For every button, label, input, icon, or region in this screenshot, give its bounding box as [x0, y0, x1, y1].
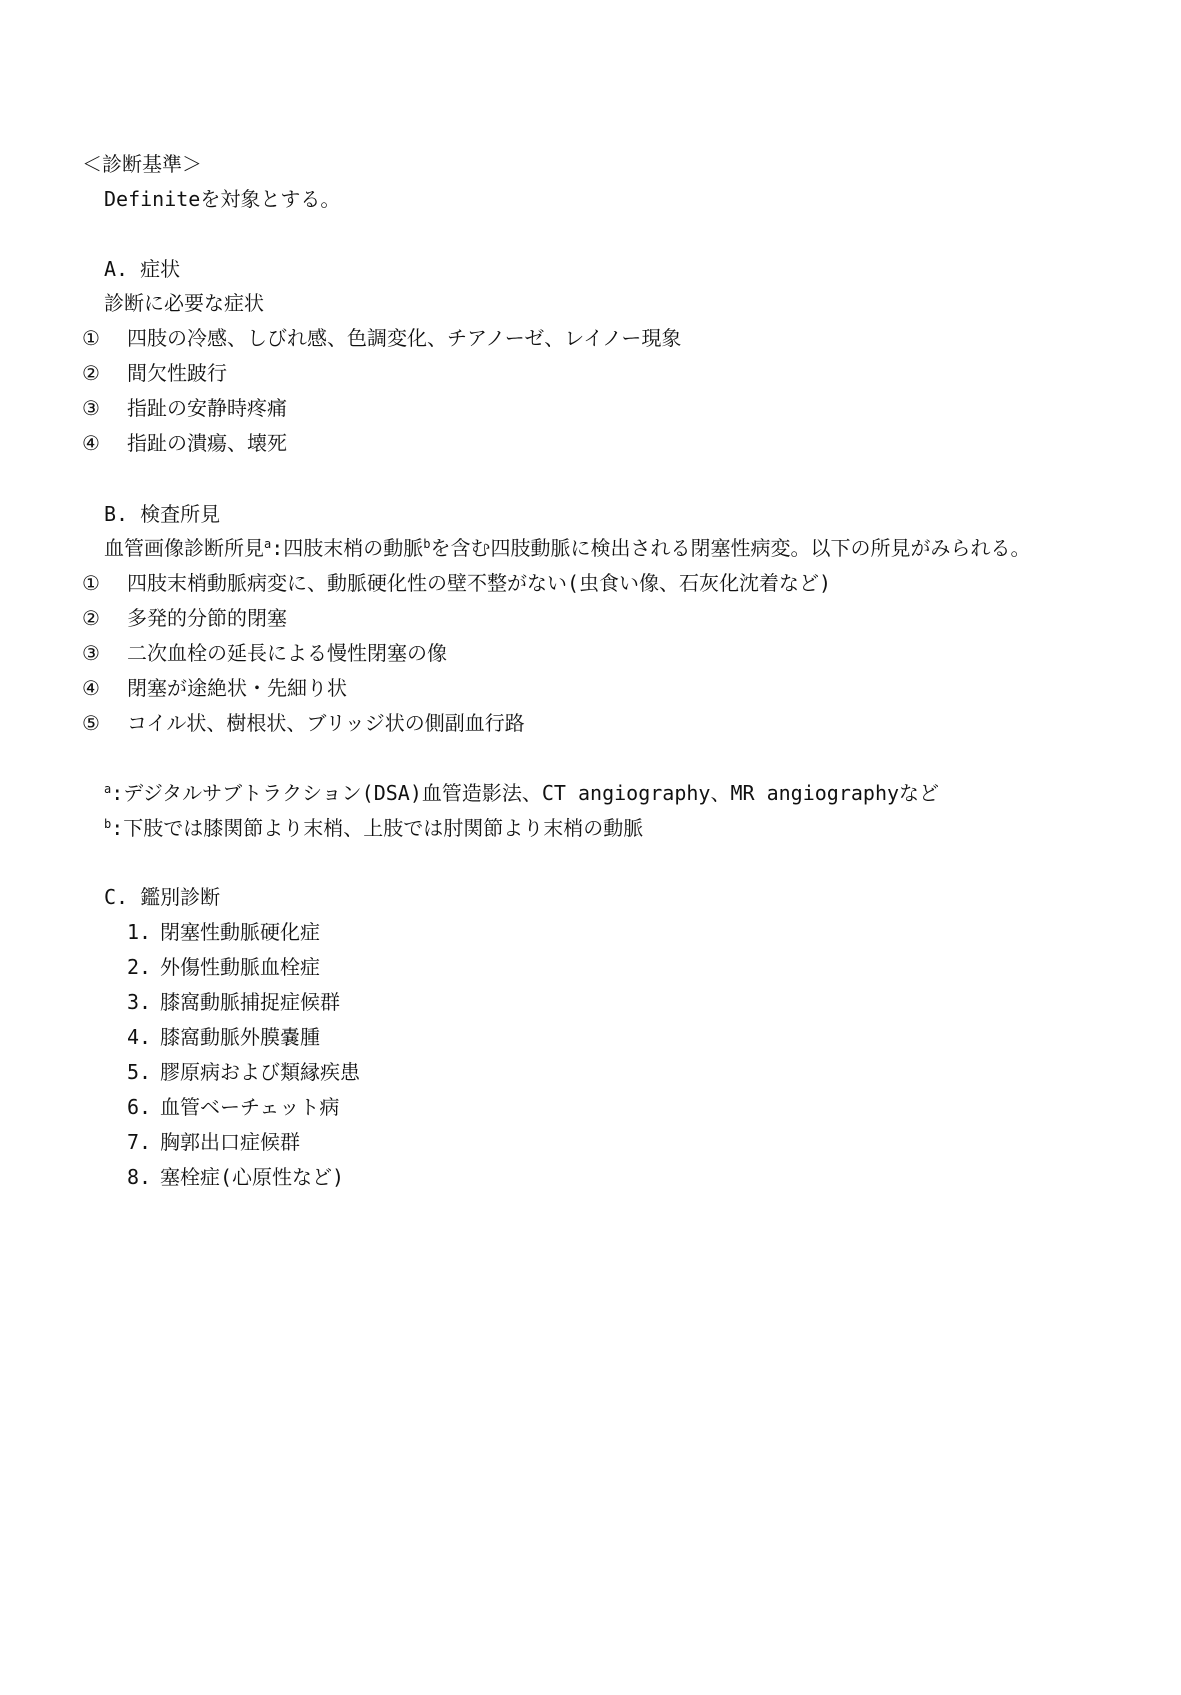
section-c-title: C. 鑑別診断 [104, 885, 221, 909]
item-text: 間欠性跛行 [127, 361, 227, 385]
item-text: 二次血栓の延長による慢性閉塞の像 [127, 641, 447, 665]
item-marker: ① [82, 571, 100, 595]
section-b-lead: 血管画像診断所見$^a$:四肢末梢の動脈$^b$を含む四肢動脈に検出される閉塞性病変。以下の所見がみられる。 [104, 536, 1031, 560]
list-item [82, 394, 842, 422]
list-item [127, 1093, 527, 1121]
item-text: 閉塞が途絶状・先細り状 [127, 676, 347, 700]
list-item [82, 639, 982, 667]
item-marker: ③ [82, 641, 100, 665]
item-marker: ② [82, 361, 100, 385]
section-b-title: B. 検査所見 [104, 502, 221, 526]
list-item [82, 359, 842, 387]
list-item [82, 709, 982, 737]
item-marker: ② [82, 606, 100, 630]
list-item [82, 604, 982, 632]
item-number: 2. [127, 955, 152, 979]
footnote-mark: a [104, 782, 112, 796]
item-text: 膠原病および類縁疾患 [160, 1060, 360, 1084]
item-marker: ④ [82, 676, 100, 700]
footnote-a [104, 779, 939, 807]
item-number: 4. [127, 1025, 152, 1049]
item-number: 6. [127, 1095, 152, 1119]
list-item [127, 988, 527, 1016]
footnote-mark: b [104, 817, 112, 831]
item-text: 指趾の安静時疼痛 [127, 396, 287, 420]
item-text: 胸郭出口症候群 [160, 1130, 300, 1154]
list-item [127, 1163, 527, 1191]
list-item [127, 918, 527, 946]
item-text: 閉塞性動脈硬化症 [160, 920, 320, 944]
section-a-subtitle: 診断に必要な症状 [104, 291, 264, 315]
list-item [127, 1058, 527, 1086]
item-text: 四肢の冷感、しびれ感、色調変化、チアノーゼ、レイノー現象 [127, 326, 682, 350]
item-text: 塞栓症(心原性など) [160, 1165, 345, 1189]
item-marker: ① [82, 326, 100, 350]
footnote-ref-b: b [423, 537, 431, 551]
item-text: 膝窩動脈捕捉症候群 [160, 990, 340, 1014]
item-number: 1. [127, 920, 152, 944]
list-item [82, 569, 982, 597]
item-text: 多発的分節的閉塞 [127, 606, 287, 630]
criteria-intro: Definiteを対象とする。 [104, 187, 341, 211]
section-a-title: A. 症状 [104, 257, 181, 281]
criteria-heading: ＜診断基準＞ [82, 152, 202, 176]
list-item [127, 953, 527, 981]
list-item [127, 1128, 527, 1156]
item-text: 四肢末梢動脈病変に、動脈硬化性の壁不整がない(虫食い像、石灰化沈着など) [127, 571, 832, 595]
list-item [127, 1023, 527, 1051]
item-number: 5. [127, 1060, 152, 1084]
list-item [82, 674, 982, 702]
footnote-b [104, 814, 643, 842]
item-marker: ④ [82, 431, 100, 455]
item-text: 指趾の潰瘍、壊死 [127, 431, 287, 455]
list-item [82, 324, 842, 352]
item-text: コイル状、樹根状、ブリッジ状の側副血行路 [127, 711, 525, 735]
list-item [82, 429, 842, 457]
item-number: 7. [127, 1130, 152, 1154]
item-marker: ③ [82, 396, 100, 420]
item-marker: ⑤ [82, 711, 100, 735]
item-number: 3. [127, 990, 152, 1014]
item-text: 外傷性動脈血栓症 [160, 955, 320, 979]
footnote-text: :デジタルサブトラクション(DSA)血管造影法、CT angiography、MR angiographyなど [111, 781, 940, 805]
footnote-ref-a: a [264, 537, 272, 551]
item-number: 8. [127, 1165, 152, 1189]
item-text: 膝窩動脈外膜嚢腫 [160, 1025, 320, 1049]
footnote-text: :下肢では膝関節より末梢、上肢では肘関節より末梢の動脈 [111, 816, 644, 840]
item-text: 血管ベーチェット病 [160, 1095, 340, 1119]
